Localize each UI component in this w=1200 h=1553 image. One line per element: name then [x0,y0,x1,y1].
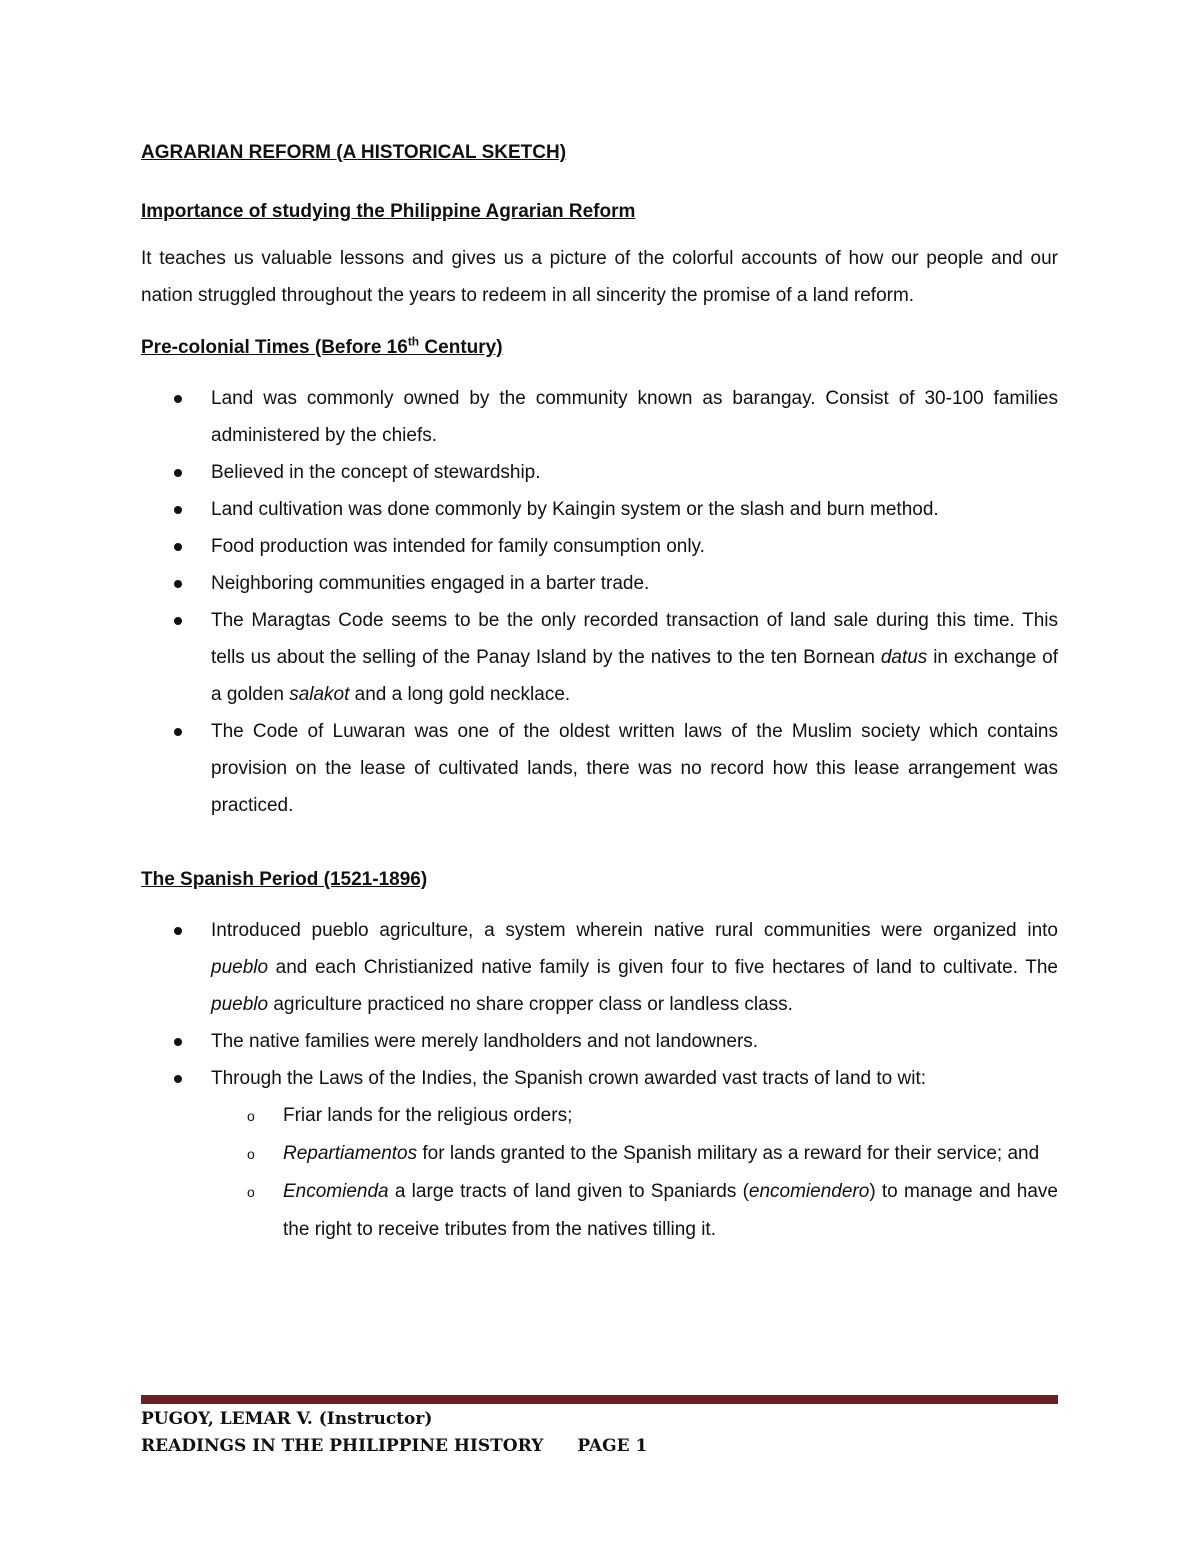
circle-bullet-icon: o [247,1146,255,1162]
heading-text-end: Century) [419,337,503,358]
list-item: The Maragtas Code seems to be the only recorded transaction of land sale during this time. This tells us about the selling of the Panay Island by the natives to the ten Bornean datus in exchange of a golden salakot and a long gold necklace. [141,602,1058,713]
footer-course [141,1433,647,1460]
page-footer [141,1406,647,1460]
footer-course-title: READINGS IN THE PHILIPPINE HISTORY [141,1436,544,1456]
heading-superscript: th [407,334,420,349]
precolonial-list [141,380,1058,824]
footer-divider [141,1395,1058,1404]
bullet-icon [174,506,182,514]
italic-term: pueblo [211,994,269,1015]
spanish-list [141,912,1058,1249]
bullet-icon [174,728,182,736]
italic-term: Encomienda [283,1181,389,1202]
italic-term: Repartiamentos [283,1143,418,1164]
list-item: Neighboring communities engaged in a barter trade. [141,565,1058,602]
list-item: Introduced pueblo agriculture, a system wherein native rural communities were organized into pueblo and each Christianized native family is given four to five hectares of land to cultivate. The pueblo agriculture practiced no share cropper class or landless class. [141,912,1058,1023]
page-content [141,138,1058,1263]
sub-list-item: o Friar lands for the religious orders; [141,1097,1058,1135]
land-grant-sublist [211,1097,1058,1249]
list-item: Land cultivation was done commonly by Kaingin system or the slash and burn method. [141,491,1058,528]
list-item: Food production was intended for family consumption only. [141,528,1058,565]
bullet-icon [174,580,182,588]
bullet-icon [174,617,182,625]
footer-author: PUGOY, LEMAR V. (Instructor) [141,1409,433,1429]
bullet-icon [174,543,182,551]
circle-bullet-icon: o [247,1108,255,1124]
italic-term: encomiendero [748,1181,870,1202]
importance-paragraph: It teaches us valuable lessons and gives us a picture of the colorful accounts of how our people and our nation struggled throughout the years to redeem in all sincerity the promise of a land reform. [141,248,1058,306]
list-item: Believed in the concept of stewardship. [141,454,1058,491]
italic-term: salakot [289,684,350,705]
sub-list-item: o Repartiamentos for lands granted to the Spanish military as a reward for their service; and [141,1135,1058,1173]
list-item: Land was commonly owned by the community known as barangay. Consist of 30-100 families administered by the chiefs. [141,380,1058,454]
bullet-icon [174,1075,182,1083]
list-item: The native families were merely landholders and not landowners. [141,1023,1058,1060]
circle-bullet-icon: o [247,1184,255,1200]
bullet-icon [174,1038,182,1046]
list-item: The Code of Luwaran was one of the oldest written laws of the Muslim society which contains provision on the lease of cultivated lands, there was no record how this lease arrangement was practiced. [141,713,1058,824]
page-number: PAGE 1 [577,1436,648,1456]
italic-term: pueblo [211,957,269,978]
italic-term: datus [880,647,928,668]
bullet-icon [174,927,182,935]
section-heading-importance: Importance of studying the Philippine Agrarian Reform [141,201,636,222]
bullet-icon [174,469,182,477]
document-title: AGRARIAN REFORM (A HISTORICAL SKETCH) [141,142,567,163]
bullet-icon [174,395,182,403]
list-item: Through the Laws of the Indies, the Spanish crown awarded vast tracts of land to wit: o Friar lands for the religious orders; o Repartiamentos for lands granted to the Spanish military as a reward for their service; and o Encomienda a large tracts of land given to Spaniards (encomiendero) to manage and have the right to receive tributes from the natives tilling it. [141,1060,1058,1249]
section-heading-precolonial [141,334,1058,362]
sub-list-item: o Encomienda a large tracts of land given to Spaniards (encomiendero) to manage and have the right to receive tributes from the natives tilling it. [141,1173,1058,1249]
heading-text: Pre-colonial Times (Before 16 [141,337,408,358]
section-heading-spanish: The Spanish Period (1521-1896) [141,869,428,890]
